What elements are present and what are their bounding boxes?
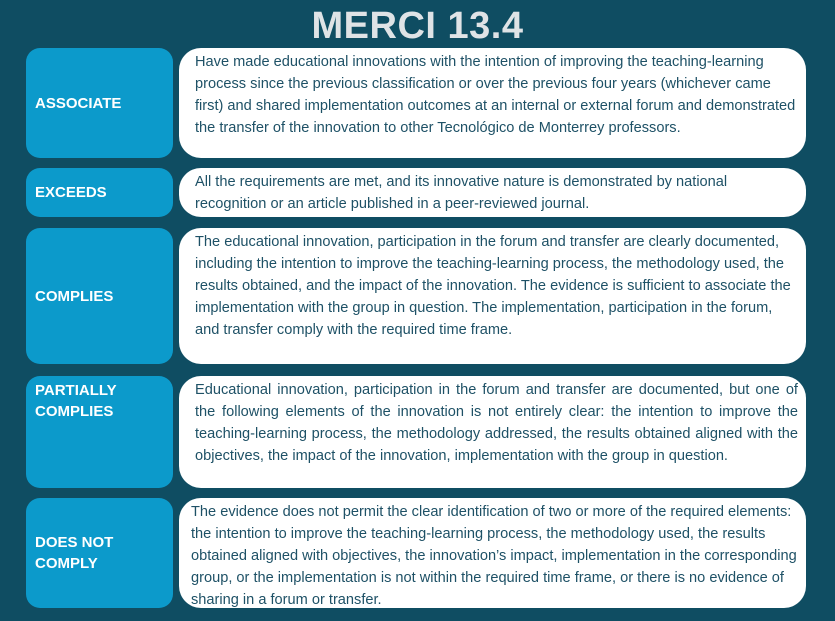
rubric-description: All the requirements are met, and its innovative nature is demonstrated by national recognition or an article published in a peer-reviewed journal. xyxy=(179,168,806,217)
page-title: MERCI 13.4 xyxy=(311,5,524,47)
rubric-row-associate xyxy=(26,48,806,158)
rubric-row-does-not-comply xyxy=(26,498,806,608)
rubric-description: The evidence does not permit the clear identification of two or more of the required elements: the intention to improve the teaching-learning process, the methodology used, the results obtained aligned with objectives, the innovation’s impact, implementation in the corresponding group, or the implementation is not within the required time frame, or there is no evidence of sharing in a forum or transfer. xyxy=(179,498,806,608)
rubric-row-complies xyxy=(26,228,806,364)
rubric-label: EXCEEDS xyxy=(26,168,173,217)
rubric-row-partially-complies xyxy=(26,376,806,488)
rubric-description: Educational innovation, participation in the forum and transfer are documented, but one of the following elements of the innovation is not entirely clear: the intention to improve the teaching-learning process, the methodology addressed, the results obtained aligned with the objectives, the impact of the innovation, implementation with the group in question. xyxy=(179,376,806,488)
rubric-label: DOES NOT COMPLY xyxy=(26,498,173,608)
rubric-description: Have made educational innovations with the intention of improving the teaching-learning process since the previous classification or over the previous four years (whichever came first) and shared implementation outcomes at an internal or external forum and demonstrated the transfer of the innovation to other Tecnológico de Monterrey professors. xyxy=(179,48,806,158)
rubric-label: ASSOCIATE xyxy=(26,48,173,158)
rubric-row-exceeds xyxy=(26,168,806,217)
rubric-description: The educational innovation, participation in the forum and transfer are clearly documented, including the intention to improve the teaching-learning process, the methodology used, the results obtained, and the impact of the innovation. The evidence is sufficient to associate the implementation with the group in question. The implementation, participation in the forum, and transfer comply with the required time frame. xyxy=(179,228,806,364)
rubric-label: PARTIALLY COMPLIES xyxy=(26,376,173,488)
rubric-label: COMPLIES xyxy=(26,228,173,364)
